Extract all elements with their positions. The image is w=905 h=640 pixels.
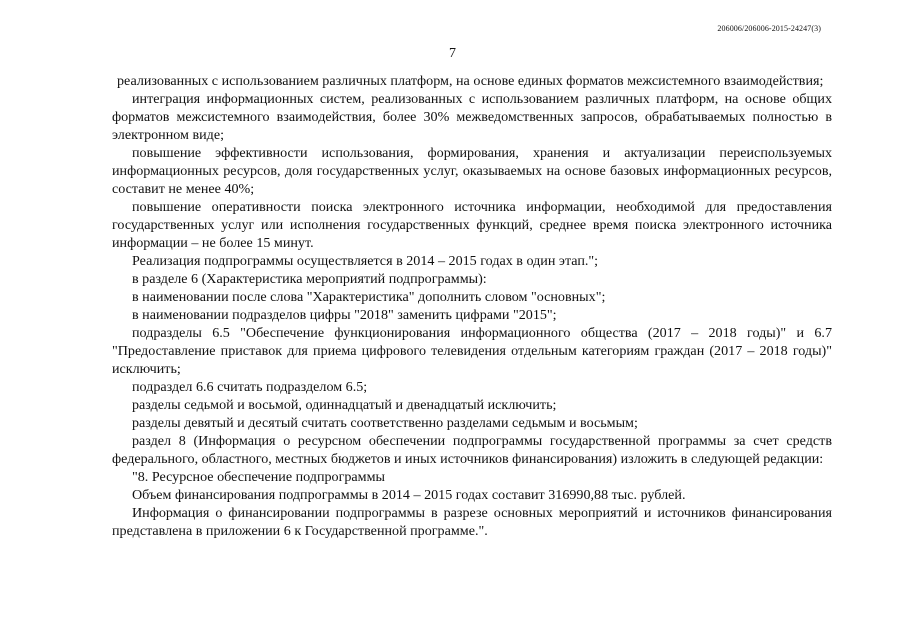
paragraph: интеграция информационных систем, реализованных с использованием различных платформ, на основе общих форматов межсистемного взаимодействия, более 30% межведомственных запросов, обрабатываемых полностью в электронном виде; [112, 91, 832, 143]
paragraph: в наименовании после слова "Характеристика" дополнить словом "основных"; [132, 289, 606, 305]
section-heading: "8. Ресурсное обеспечение подпрограммы [132, 469, 385, 485]
paragraph: в разделе 6 (Характеристика мероприятий подпрограммы): [132, 271, 487, 287]
paragraph: разделы девятый и десятый считать соответственно разделами седьмым и восьмым; [132, 415, 638, 431]
paragraph: в наименовании подразделов цифры "2018" заменить цифрами "2015"; [132, 307, 557, 323]
document-id: 206006/206006-2015-24247(3) [717, 24, 821, 33]
paragraph: подразделы 6.5 "Обеспечение функционирования информационного общества (2017 – 2018 годы)" и 6.7 "Предоставление приставок для приема цифрового телевидения отдельным категориям граждан (2017 – 2018 годы)" исключить; [112, 325, 832, 377]
paragraph: разделы седьмой и восьмой, одиннадцатый и двенадцатый исключить; [132, 397, 557, 413]
paragraph: раздел 8 (Информация о ресурсном обеспечении подпрограммы государственной программы за счет средств федерального, областного, местных бюджетов и иных источников финансирования) изложить в следующей редакции: [112, 433, 832, 467]
paragraph: Реализация подпрограммы осуществляется в 2014 – 2015 годах в один этап."; [132, 253, 599, 269]
paragraph: подраздел 6.6 считать подразделом 6.5; [132, 379, 368, 395]
paragraph: реализованных с использованием различных платформ, на основе единых форматов межсистемного взаимодействия; [117, 73, 824, 89]
paragraph: Информация о финансировании подпрограммы в разрезе основных мероприятий и источников финансирования представлена в приложении 6 к Государственной программе.". [112, 505, 832, 539]
paragraph: повышение эффективности использования, формирования, хранения и актуализации переиспользуемых информационных ресурсов, доля государственных услуг, оказываемых на основе базовых информационных ресурсов, составит не менее 40%; [112, 145, 832, 197]
paragraph: Объем финансирования подпрограммы в 2014 – 2015 годах составит 316990,88 тыс. рублей. [132, 487, 686, 503]
page-number: 7 [449, 46, 456, 61]
document-body [112, 72, 832, 540]
paragraph: повышение оперативности поиска электронного источника информации, необходимой для предоставления государственных услуг или исполнения государственных функций, среднее время поиска электронного источника информации – не более 15 минут. [112, 199, 832, 251]
